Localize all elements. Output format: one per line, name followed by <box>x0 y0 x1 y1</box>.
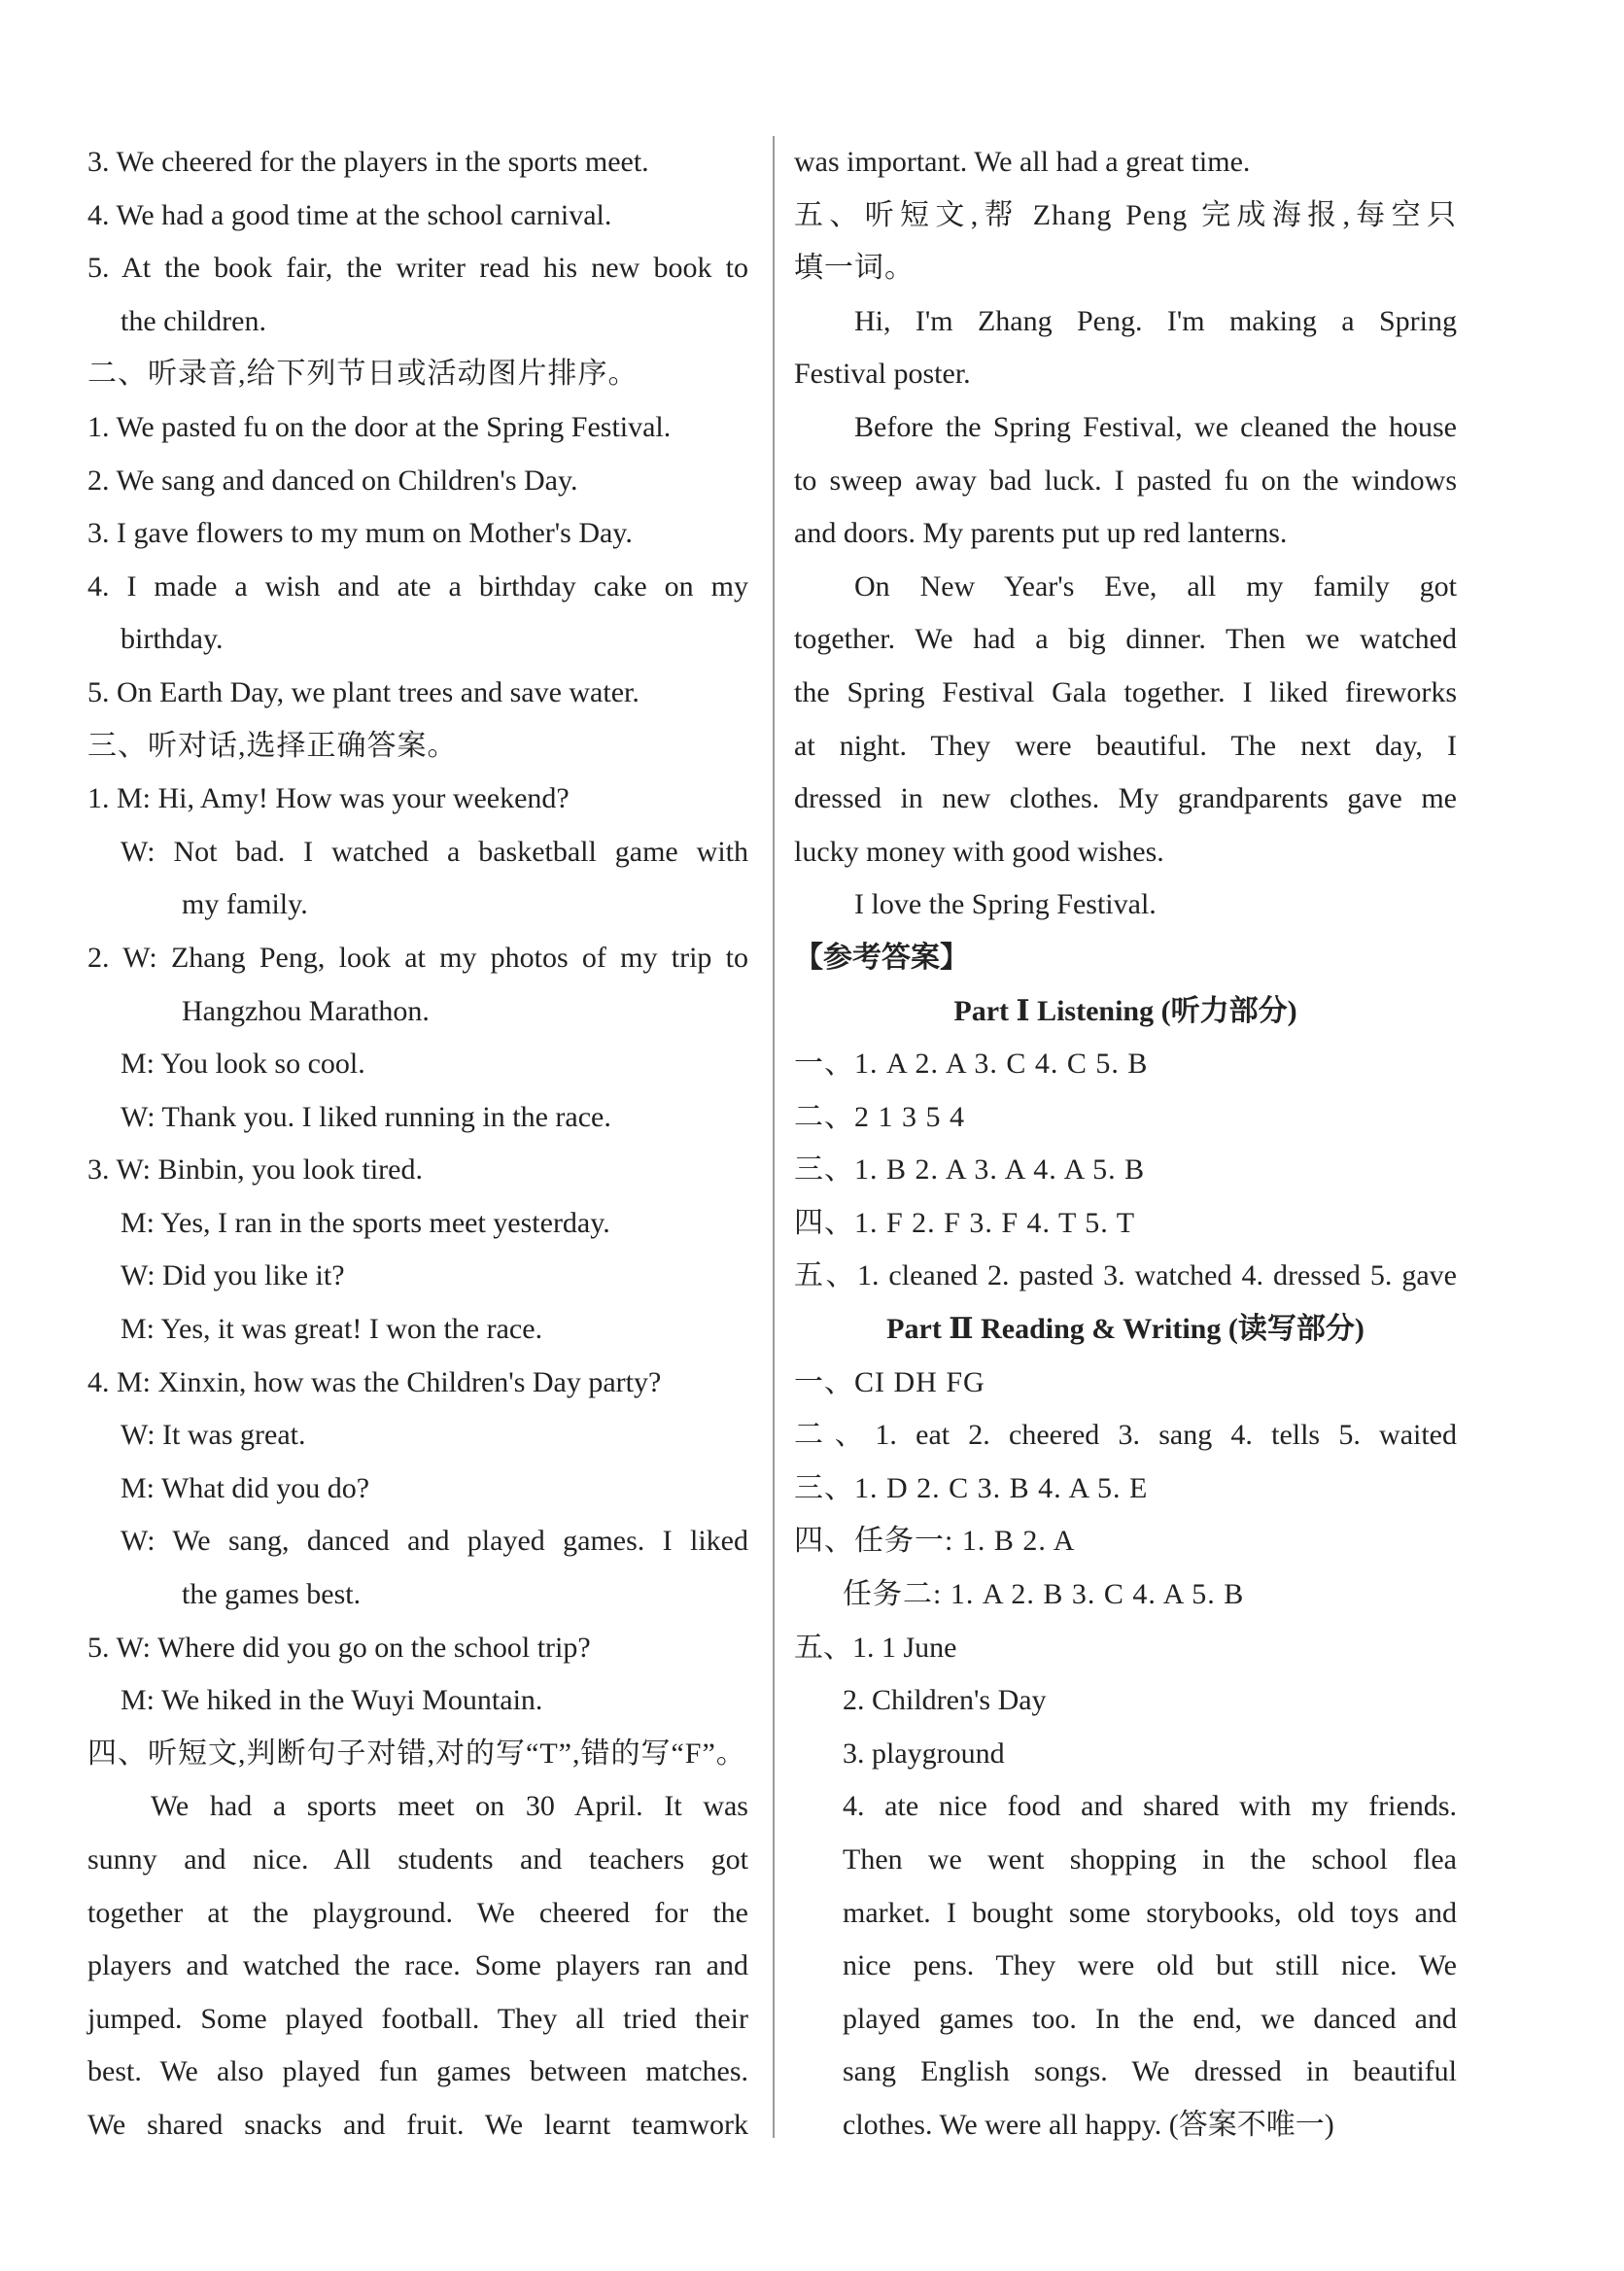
text-line: We shared snacks and fruit. We learnt teamwork <box>87 2108 748 2141</box>
left-column <box>87 136 748 2152</box>
text-line: Then we went shopping in the school flea <box>843 1843 1457 1875</box>
text-line: 4. ate nice food and shared with my friends. <box>843 1790 1457 1823</box>
text-line: the games best. <box>182 1578 362 1611</box>
right-column <box>794 136 1457 2152</box>
text-line: birthday. <box>121 623 224 656</box>
text-line: 5. On Earth Day, we plant trees and save water. <box>87 675 639 708</box>
text-line: W: It was great. <box>121 1419 306 1452</box>
text-line: the Spring Festival Gala together. I liked fireworks <box>794 675 1457 708</box>
text-line: jumped. Some played football. They all tried their <box>87 2002 748 2035</box>
text-line: nice pens. They were old but still nice. We <box>843 1949 1457 1982</box>
text-line: 【参考答案】 <box>794 941 969 974</box>
text-line: was important. We all had a great time. <box>794 146 1251 178</box>
text-line: 四、1. F 2. F 3. F 4. T 5. T <box>794 1206 1136 1239</box>
text-line: 5. At the book fair, the writer read his new book to <box>87 252 748 285</box>
text-line: M: Yes, I ran in the sports meet yesterday. <box>121 1206 610 1239</box>
text-line: lucky money with good wishes. <box>794 835 1164 868</box>
column-divider <box>773 136 775 2138</box>
text-line: M: Yes, it was great! I won the race. <box>121 1313 543 1346</box>
text-line: M: We hiked in the Wuyi Mountain. <box>121 1684 543 1717</box>
text-line: W: Did you like it? <box>121 1259 345 1292</box>
text-line: 三、听对话,选择正确答案。 <box>87 729 458 762</box>
text-line: 5. W: Where did you go on the school trip? <box>87 1631 591 1664</box>
text-line: 3. W: Binbin, you look tired. <box>87 1153 423 1187</box>
text-line: 2. We sang and danced on Children's Day. <box>87 464 578 497</box>
text-line: 一、CI DH FG <box>794 1365 985 1398</box>
text-line: We had a sports meet on 30 April. It was <box>151 1790 748 1823</box>
text-line: W: Thank you. I liked running in the race. <box>121 1100 611 1133</box>
text-line: my family. <box>182 888 308 921</box>
text-line: W: Not bad. I watched a basketball game with <box>121 835 748 868</box>
text-line: and doors. My parents put up red lanterns. <box>794 517 1288 550</box>
text-line: 一、1. A 2. A 3. C 4. C 5. B <box>794 1048 1149 1081</box>
text-line: Festival poster. <box>794 358 971 391</box>
text-line: 3. I gave flowers to my mum on Mother's Day. <box>87 517 633 550</box>
text-line: 四、听短文,判断句子对错,对的写“T”,错的写“F”。 <box>87 1737 746 1770</box>
text-line: sunny and nice. All students and teachers got <box>87 1843 748 1875</box>
text-line: sang English songs. We dressed in beautiful <box>843 2055 1457 2088</box>
text-line: 3. We cheered for the players in the sports meet. <box>87 146 649 178</box>
text-line: 3. playground <box>843 1737 1005 1770</box>
text-line: dressed in new clothes. My grandparents gave me <box>794 782 1457 815</box>
text-line: 五、听短文,帮 Zhang Peng 完成海报,每空只 <box>794 198 1457 231</box>
text-line: 填一词。 <box>794 252 915 285</box>
text-line: 二、1. eat 2. cheered 3. sang 4. tells 5. waited <box>794 1419 1457 1452</box>
text-line: 五、1. 1 June <box>794 1631 957 1664</box>
text-line: W: We sang, danced and played games. I liked <box>121 1525 748 1558</box>
text-line: to sweep away bad luck. I pasted fu on the windows <box>794 464 1457 497</box>
text-line: Hangzhou Marathon. <box>182 994 430 1027</box>
text-line: 2. W: Zhang Peng, look at my photos of my trip to <box>87 941 748 974</box>
text-line: 任务二: 1. A 2. B 3. C 4. A 5. B <box>843 1578 1245 1611</box>
text-line: 1. M: Hi, Amy! How was your weekend? <box>87 782 570 815</box>
text-line: Before the Spring Festival, we cleaned the house <box>854 410 1457 443</box>
text-line: 四、任务一: 1. B 2. A <box>794 1525 1076 1558</box>
text-line: 2. Children's Day <box>843 1684 1047 1717</box>
text-line: clothes. We were all happy. (答案不唯一) <box>843 2108 1334 2141</box>
text-line: the children. <box>121 304 266 337</box>
text-line: at night. They were beautiful. The next day, I <box>794 729 1457 762</box>
text-line: together. We had a big dinner. Then we watched <box>794 623 1457 656</box>
text-line: 1. We pasted fu on the door at the Spring Festival. <box>87 410 672 443</box>
text-line: On New Year's Eve, all my family got <box>854 569 1457 602</box>
text-line: 4. I made a wish and ate a birthday cake on my <box>87 569 748 602</box>
text-line: Part Ⅱ Reading & Writing (读写部分) <box>886 1313 1365 1346</box>
text-line: 4. We had a good time at the school carnival. <box>87 198 612 231</box>
text-line: I love the Spring Festival. <box>854 888 1157 921</box>
text-line: best. We also played fun games between matches. <box>87 2055 748 2088</box>
text-line: Part Ⅰ Listening (听力部分) <box>953 994 1297 1027</box>
text-line: 三、1. B 2. A 3. A 4. A 5. B <box>794 1153 1146 1187</box>
text-line: 二、2 1 3 5 4 <box>794 1100 965 1133</box>
text-line: market. I bought some storybooks, old toys and <box>843 1896 1457 1929</box>
text-line: M: You look so cool. <box>121 1048 365 1081</box>
text-line: 三、1. D 2. C 3. B 4. A 5. E <box>794 1471 1149 1504</box>
text-line: together at the playground. We cheered for the <box>87 1896 748 1929</box>
text-line: 五、1. cleaned 2. pasted 3. watched 4. dressed 5. gave <box>794 1259 1457 1292</box>
text-line: 二、听录音,给下列节日或活动图片排序。 <box>87 358 639 391</box>
text-line: 4. M: Xinxin, how was the Children's Day party? <box>87 1365 662 1398</box>
text-line: played games too. In the end, we danced and <box>843 2002 1457 2035</box>
text-line: players and watched the race. Some players ran and <box>87 1949 748 1982</box>
text-line: M: What did you do? <box>121 1471 370 1504</box>
text-line: Hi, I'm Zhang Peng. I'm making a Spring <box>854 304 1457 337</box>
